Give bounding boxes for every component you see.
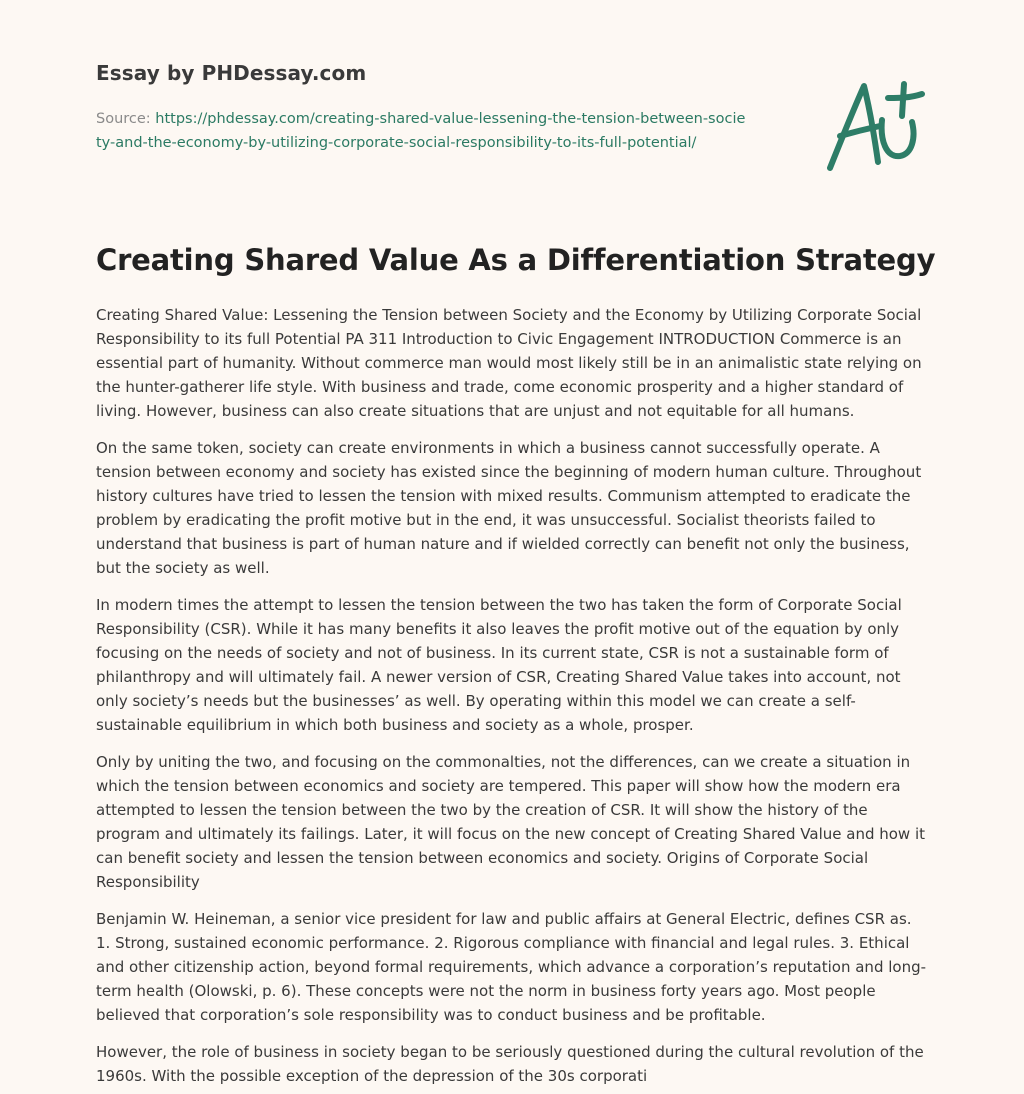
source-line: [96, 107, 746, 155]
source-link[interactable]: https://phdessay.com/creating-shared-value-lessening-the-tension-between-society-and-the-economy-by-utilizing-corporate-social-responsibility-to-its-full-potential/: [96, 111, 746, 151]
essay-paragraph: In modern times the attempt to lessen the tension between the two has taken the form of Corporate Social Responsibility (CSR). While it has many benefits it also leaves the profit motive out of the equation by only focusing on the needs of society and not of business. In its current state, CSR is not a sustainable form of philanthropy and will ultimately fail. A newer version of CSR, Creating Shared Value takes into account, not only society’s needs but the businesses’ as well. By operating within this model we can create a self-sustainable equilibrium in which both business and society as a whole, prosper.: [96, 596, 902, 734]
site-brand: Essay by PHDessay.com: [96, 61, 367, 85]
essay-title: Creating Shared Value As a Differentiation Strategy: [96, 243, 936, 277]
essay-paragraph: Creating Shared Value: Lessening the Tension between Society and the Economy by Utilizing Corporate Social Responsibility to its full Potential PA 311 Introduction to Civic Engagement INTRODUCTION Commerce is an essential part of humanity. Without commerce man would most likely still be in an animalistic state relying on the hunter-gatherer life style. With business and trade, come economic prosperity and a higher standard of living. However, business can also create situations that are unjust and not equitable for all humans.: [96, 306, 922, 420]
essay-paragraph: On the same token, society can create environments in which a business cannot successfully operate. A tension between economy and society has existed since the beginning of modern human culture. Throughout history cultures have tried to lessen the tension with mixed results. Communism attempted to eradicate the problem by eradicating the profit motive but in the end, it was unsuccessful. Socialist theorists failed to understand that business is part of human nature and if wielded correctly can benefit not only the business, but the society as well.: [96, 439, 922, 577]
a-plus-logo-icon: [820, 76, 930, 176]
essay-paragraph: However, the role of business in society began to be seriously questioned during the cultural revolution of the 1960s. With the possible exception of the depression of the 30s corporati: [96, 1043, 924, 1085]
source-label: Source:: [96, 111, 151, 127]
essay-body: [96, 303, 930, 1094]
essay-paragraph: Benjamin W. Heineman, a senior vice president for law and public affairs at General Electric, defines CSR as. 1. Strong, sustained economic performance. 2. Rigorous compliance with financial and legal rules. 3. Ethical and other citizenship action, beyond formal requirements, which advance a corporation’s reputation and long-term health (Olowski, p. 6). These concepts were not the norm in business forty years ago. Most people believed that corporation’s sole responsibility was to conduct business and be profitable.: [96, 910, 927, 1024]
essay-paragraph: Only by uniting the two, and focusing on the commonalties, not the differences, can we create a situation in which the tension between economics and society are tempered. This paper will show how the modern era attempted to lessen the tension between the two by the creation of CSR. It will show the history of the program and ultimately its failings. Later, it will focus on the new concept of Creating Shared Value and how it can benefit society and lessen the tension between economics and society. Origins of Corporate Social Responsibility: [96, 753, 926, 891]
